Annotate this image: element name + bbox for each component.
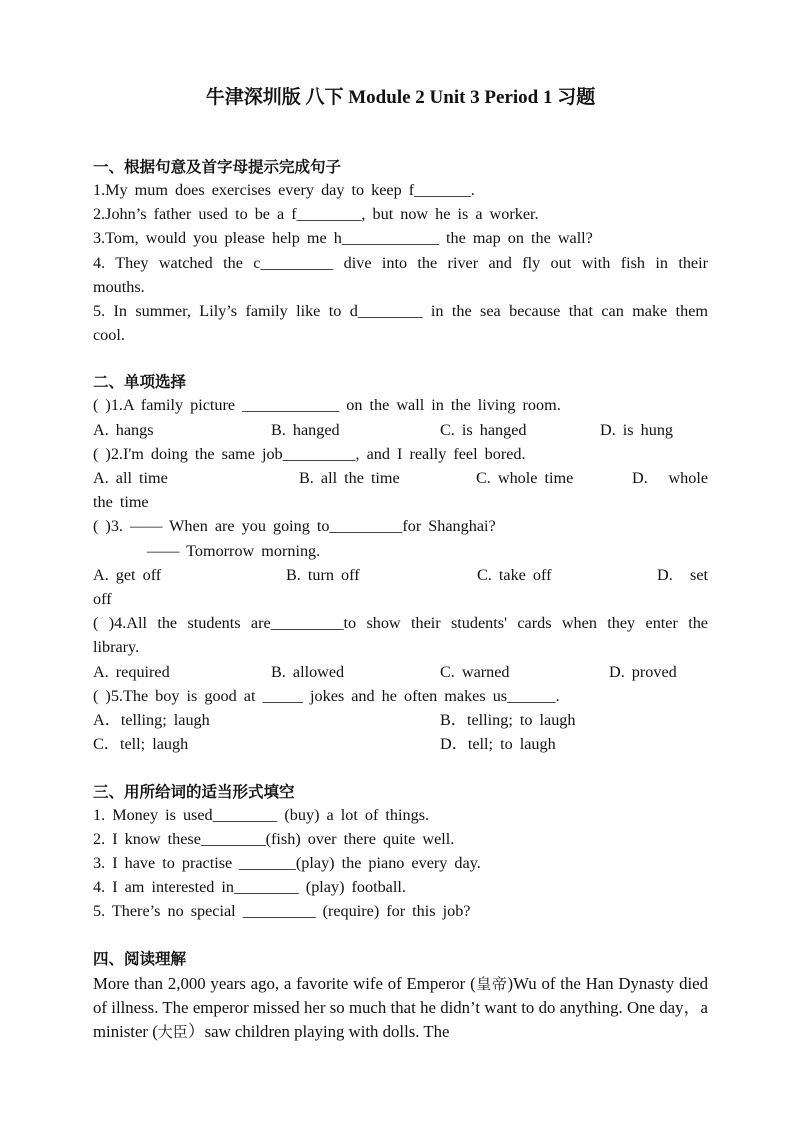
option: B. turn off [286,565,360,584]
option: B．telling; to laugh [440,711,576,730]
option: A. get off [93,565,162,584]
passage-gloss: 皇帝 [475,974,508,993]
option: A．telling; laugh [93,711,210,730]
question: 3.Tom, would you please help me h____________ the map on the wall? [93,229,593,248]
option: C. whole time [476,469,574,488]
page-title: 牛津深圳版 八下 Module 2 Unit 3 Period 1 习题 [205,87,596,108]
question: 5. In summer, Lily’s family like to d________ in the sea because that can make them cool. [93,302,708,345]
option: D．tell; to laugh [440,735,556,754]
options [93,418,708,442]
option: A. hangs [93,420,154,439]
passage-text: )Wu of the Han Dynasty died of illness. The emperor missed her so much that he didn’t want to do anything. One day，a minister ( [93,973,708,1042]
option: C. is hanged [440,420,527,439]
question: 1.My mum does exercises every day to keep f_______. [93,181,475,199]
section-reading [93,948,708,1045]
options [93,466,708,490]
question: ( )1.A family picture ____________ on the wall in the living room. [93,396,561,415]
question: ( )5.The boy is good at _____ jokes and he often makes us______. [93,686,560,705]
options [93,732,708,756]
options [93,660,708,684]
question: ( )3. —— When are you going to_________for Shanghai? [93,517,496,536]
passage-gloss: 大臣 [157,1023,188,1042]
section-completion [93,156,708,347]
section-heading: 三、用所给词的适当形式填空 [93,782,295,801]
passage-text: More than 2,000 years ago, a favorite wife of Emperor ( [93,973,476,993]
section-heading: 一、根据句意及首字母提示完成句子 [93,158,342,176]
section-heading: 四、阅读理解 [93,949,187,968]
section-heading: 二、单项选择 [93,373,187,392]
option: C．tell; laugh [93,735,189,754]
worksheet [93,86,708,1044]
section-multiple-choice [93,371,708,756]
option: D. proved [609,662,677,681]
question: 5. There’s no special _________ (require) for this job? [93,902,471,921]
question: 2. I know these________(fish) over there quite well. [93,829,455,848]
options [93,563,708,587]
option: C. take off [477,565,552,584]
question: ( )2.I'm doing the same job_________, and I really feel bored. [93,444,526,463]
question: 3. I have to practise _______(play) the piano every day. [93,853,481,872]
reading-passage [93,972,708,1045]
question-reply: —— Tomorrow morning. [147,541,321,560]
option: D. is hung [600,420,674,439]
question: 2.John’s father used to be a f________, but now he is a worker. [93,205,539,224]
question: ( )4.All the students are_________to show their students' cards when they enter the library. [93,614,708,657]
question: 4. They watched the c_________ dive into the river and fly out with fish in their mouths. [93,253,708,296]
question: 1. Money is used________ (buy) a lot of things. [93,805,430,824]
option: B. all the time [299,469,400,488]
option: B. hanged [271,420,340,439]
option: A. required [93,662,170,681]
option: C. warned [440,662,510,681]
option: A. all time [93,469,168,488]
section-word-forms [93,781,708,924]
option: B. allowed [271,662,345,681]
passage-text: ）saw children playing with dolls. The [187,1022,450,1042]
option: D. whole the time [93,469,708,512]
options [93,708,708,732]
option: D. set off [93,565,708,609]
question: 4. I am interested in________ (play) football. [93,878,406,897]
